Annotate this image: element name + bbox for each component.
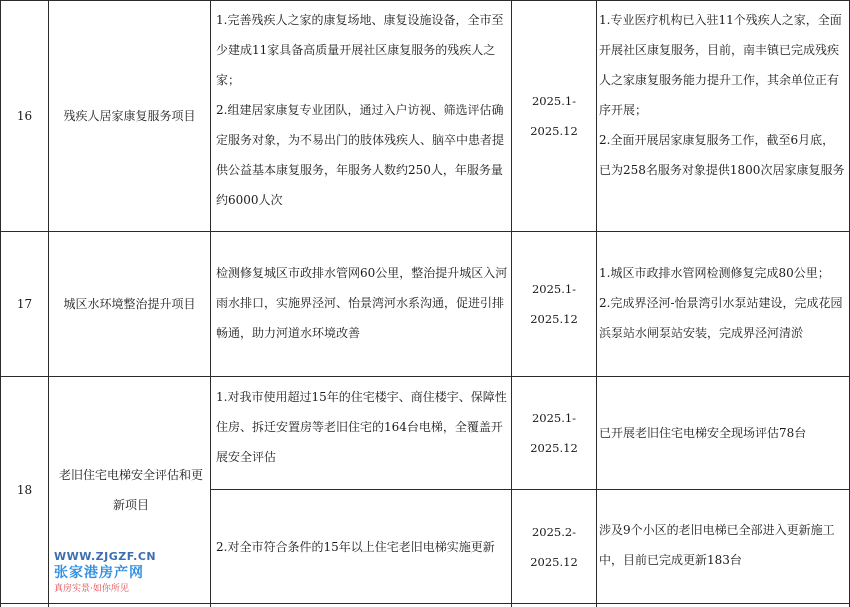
row-divider: [0, 603, 850, 604]
col-divider: [596, 0, 597, 607]
row-number: 18: [16, 483, 33, 497]
col-divider: [210, 0, 211, 607]
watermark-url: WWW.ZJGZF.CN: [54, 550, 157, 563]
watermark-name: 张家港房产网: [54, 565, 144, 581]
project-name: 残疾人居家康复服务项目: [63, 109, 196, 123]
site-watermark: [54, 550, 184, 594]
project-progress: [599, 258, 845, 373]
project-progress: [599, 515, 845, 601]
goal-item: 2.对全市符合条件的15年以上住宅老旧电梯实施更新: [216, 539, 495, 554]
project-goals: [216, 382, 508, 487]
project-goals: [216, 258, 508, 373]
project-name: 城区水环境整治提升项目: [63, 297, 196, 311]
project-goals: [216, 5, 508, 229]
project-name: 老旧住宅电梯安全评估和更新项目: [58, 468, 203, 512]
progress-item: 涉及9个小区的老旧电梯已全部进入更新施工中，目前已完成更新183台: [599, 523, 835, 567]
progress-item: 2.完成界泾河-怡景湾引水泵站建设，完成花园浜泵站水闸泵站安装，完成界泾河清淤: [599, 296, 843, 340]
goal-item: 2.组建居家康复专业团队，通过入户访视、筛选评估确定服务对象，为不易出门的肢体残疾人、脑卒中患者提供公益基本康复服务，年服务人数约250人，年服务量约6000人次: [216, 103, 505, 207]
goal-item: 1.对我市使用超过15年的住宅楼宇、商住楼宇、保障性住房、拆迁安置房等老旧住宅的164台电梯，全覆盖开展安全评估: [216, 390, 507, 464]
goal-item: 1.完善残疾人之家的康复场地、康复设施设备，全市至少建成11家具备高质量开展社区康复服务的残疾人之家；: [216, 13, 504, 87]
project-period: 2025.1-2025.12: [530, 94, 578, 138]
progress-item: 2.全面开展居家康复服务工作，截至6月底，已为258名服务对象提供1800次居家康复服务: [599, 133, 845, 177]
progress-item: 1.专业医疗机构已入驻11个残疾人之家，全面开展社区康复服务，目前，南丰镇已完成残疾人之家康复服务能力提升工作，其余单位正有序开展；: [599, 13, 842, 117]
row-number: 17: [16, 297, 33, 311]
project-period: 2025.2-2025.12: [530, 524, 578, 569]
project-period: 2025.1-2025.12: [530, 411, 578, 455]
project-goals: [216, 490, 508, 603]
progress-item: 1.城区市政排水管网检测修复完成80公里；: [599, 266, 830, 280]
project-period: 2025.1-2025.12: [530, 282, 578, 326]
project-progress: [599, 5, 845, 229]
watermark-slogan: 真房实景·如你所见: [54, 584, 129, 594]
goal-item: 检测修复城区市政排水管网60公里，整治提升城区入河雨水排口，实施界泾河、怡景湾河水系沟通，促进引排畅通，助力河道水环境改善: [216, 266, 508, 340]
project-progress: [599, 377, 845, 489]
row-number: 16: [16, 109, 33, 123]
progress-item: 已开展老旧住宅电梯安全现场评估78台: [599, 426, 807, 440]
